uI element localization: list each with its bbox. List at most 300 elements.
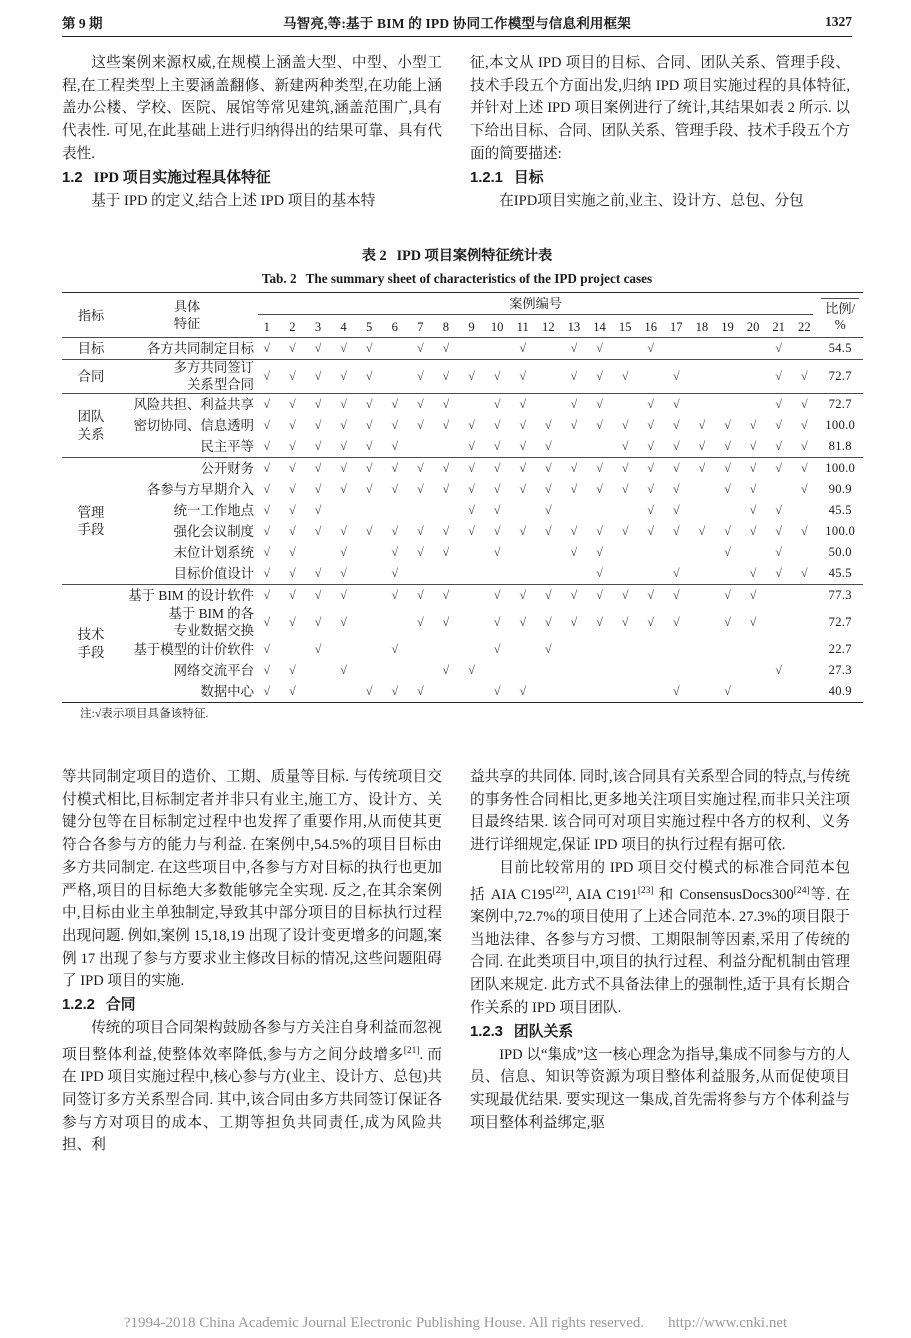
check-cell: √ xyxy=(724,545,731,559)
check-cell: √ xyxy=(724,482,731,496)
standard-contract-text-d: 等. 在案例中,72.7%的项目使用了上述合同范本. 27.3%的项目限于当地法律、各参与方习惯、工期限制等因素,采用了传统的合同. 在此类项目中,项目的执行过程、利益分配机制由管理团队来规定. 此方式不具备法律上的强制性,适于具有长期合作关系的 IPD 项目团队. xyxy=(470,886,850,1016)
check-cell xyxy=(612,394,638,416)
case-number-header: 16 xyxy=(644,319,657,334)
check-cell: √ xyxy=(545,439,552,453)
ratio-cell: 77.3 xyxy=(828,588,852,602)
check-cell: √ xyxy=(724,524,731,538)
check-cell xyxy=(356,585,382,607)
check-cell xyxy=(612,500,638,521)
header-case-number: 案例编号 xyxy=(254,293,817,318)
table-row xyxy=(62,542,863,563)
check-cell: √ xyxy=(442,588,450,602)
header-feature: 具体 特征 xyxy=(173,299,201,331)
check-cell: √ xyxy=(545,482,552,496)
case-number-header: 12 xyxy=(542,319,555,334)
check-cell xyxy=(459,606,485,639)
check-cell xyxy=(536,360,562,394)
standard-contract-text-b: , AIA C191 xyxy=(568,886,638,903)
check-cell xyxy=(612,660,638,681)
check-cell: √ xyxy=(570,341,578,355)
check-cell: √ xyxy=(289,369,296,383)
ratio-cell: 22.7 xyxy=(828,642,852,656)
check-cell: √ xyxy=(621,482,629,496)
feature-cell: 统一工作地点 xyxy=(173,502,254,518)
check-cell: √ xyxy=(801,482,808,496)
check-cell: √ xyxy=(417,482,424,496)
check-cell: √ xyxy=(621,615,629,629)
check-cell xyxy=(408,500,434,521)
check-cell: √ xyxy=(417,397,424,411)
feature-cell: 多方共同签订 关系型合同 xyxy=(173,360,254,392)
check-cell: √ xyxy=(724,439,731,453)
check-cell: √ xyxy=(493,524,501,538)
check-cell: √ xyxy=(340,341,347,355)
feature-cell: 各参与方早期介入 xyxy=(146,481,254,497)
check-cell: √ xyxy=(493,615,501,629)
check-cell xyxy=(382,500,408,521)
check-cell xyxy=(791,606,817,639)
check-cell xyxy=(638,360,664,394)
table-caption-en-label: Tab. 2 xyxy=(261,271,297,286)
page-number: 1327 xyxy=(825,14,852,29)
check-cell xyxy=(689,660,715,681)
table-row xyxy=(62,415,863,436)
check-cell: √ xyxy=(749,439,757,453)
check-cell: √ xyxy=(724,615,731,629)
check-cell: √ xyxy=(519,369,527,383)
case-number-header: 18 xyxy=(695,319,709,334)
check-cell: √ xyxy=(391,545,399,559)
check-cell xyxy=(331,639,357,660)
check-cell: √ xyxy=(673,369,680,383)
check-cell: √ xyxy=(775,545,782,559)
check-cell: √ xyxy=(596,524,603,538)
characteristics-table xyxy=(62,292,863,703)
paragraph-ipd-definition: 基于 IPD 的定义,结合上述 IPD 项目的基本特 xyxy=(91,192,376,209)
check-cell xyxy=(689,681,715,702)
table-row xyxy=(62,660,863,681)
check-cell: √ xyxy=(570,524,578,538)
case-number-header: 10 xyxy=(490,319,504,334)
contract-text-a: 传统的项目合同架构鼓励各参与方关注自身利益而忽视项目整体利益,使整体效率降低,参与方之间分歧增多 xyxy=(62,1020,442,1063)
check-cell xyxy=(536,542,562,563)
check-cell: √ xyxy=(442,524,450,538)
check-cell xyxy=(459,681,485,702)
check-cell xyxy=(689,563,715,585)
check-cell xyxy=(715,338,741,360)
feature-cell: 各方共同制定目标 xyxy=(146,340,254,356)
check-cell: √ xyxy=(519,524,527,538)
check-cell: √ xyxy=(673,566,680,580)
check-cell: √ xyxy=(621,524,629,538)
check-cell: √ xyxy=(749,615,757,629)
check-cell xyxy=(382,606,408,639)
check-cell: √ xyxy=(289,418,296,432)
check-cell: √ xyxy=(596,397,603,411)
check-cell: √ xyxy=(673,482,680,496)
check-cell: √ xyxy=(314,418,322,432)
ratio-cell: 45.5 xyxy=(828,566,852,580)
paragraph-team-relations: IPD 以“集成”这一核心理念为指导,集成不同参与方的人员、信息、知识等资源为项目整体利益服务,从而促使项目实现最优结果. 要实现这一集成,首先需将参与方个体利益与项目整体利益绑定,驱 xyxy=(470,1046,850,1131)
check-cell: √ xyxy=(417,684,424,698)
check-cell xyxy=(689,500,715,521)
check-cell: √ xyxy=(442,482,450,496)
check-cell: √ xyxy=(263,588,271,602)
check-cell: √ xyxy=(775,461,782,475)
check-cell xyxy=(664,639,690,660)
ratio-cell: 100.0 xyxy=(825,461,856,475)
check-cell xyxy=(689,606,715,639)
ratio-cell: 100.0 xyxy=(825,418,856,432)
check-cell: √ xyxy=(673,588,680,602)
case-number-header: 3 xyxy=(314,319,322,334)
check-cell: √ xyxy=(570,461,578,475)
check-cell: √ xyxy=(442,615,450,629)
table-row xyxy=(62,436,863,458)
citation-22: [22] xyxy=(552,885,569,896)
check-cell: √ xyxy=(698,439,706,453)
check-cell: √ xyxy=(493,369,501,383)
check-cell: √ xyxy=(570,397,578,411)
check-cell: √ xyxy=(724,684,731,698)
check-cell: √ xyxy=(289,461,296,475)
check-cell xyxy=(791,500,817,521)
check-cell xyxy=(791,542,817,563)
citation-23: [23] xyxy=(637,885,654,896)
check-cell xyxy=(433,639,459,660)
check-cell xyxy=(408,563,434,585)
check-cell: √ xyxy=(263,461,271,475)
check-cell xyxy=(408,436,434,458)
check-cell: √ xyxy=(749,418,757,432)
check-cell: √ xyxy=(570,588,578,602)
check-cell xyxy=(612,681,638,702)
check-cell: √ xyxy=(289,684,296,698)
ratio-cell: 54.5 xyxy=(828,341,852,355)
case-number-header: 15 xyxy=(618,319,632,334)
case-number-header: 17 xyxy=(670,319,683,334)
check-cell: √ xyxy=(570,615,578,629)
check-cell: √ xyxy=(647,341,654,355)
check-cell xyxy=(536,394,562,416)
running-head xyxy=(62,10,852,34)
check-cell: √ xyxy=(263,341,271,355)
check-cell xyxy=(664,338,690,360)
check-cell: √ xyxy=(314,588,322,602)
check-cell: √ xyxy=(289,503,296,517)
check-cell xyxy=(561,563,587,585)
check-cell: √ xyxy=(289,524,296,538)
check-cell xyxy=(612,338,638,360)
check-cell xyxy=(766,639,792,660)
check-cell: √ xyxy=(391,684,399,698)
check-cell: √ xyxy=(545,588,552,602)
contract-text-b: . 而在 IPD 项目实施过程中,核心参与方(业主、设计方、总包)共同签订多方关系型合同. 其中,该合同由多方共同签订保证各参与方对项目的成本、工期等担负共同责任,成为风险共担、利 xyxy=(62,1046,442,1154)
check-cell xyxy=(740,660,766,681)
check-cell: √ xyxy=(263,524,271,538)
check-cell xyxy=(766,479,792,500)
ratio-cell: 81.8 xyxy=(828,439,852,453)
check-cell: √ xyxy=(570,418,578,432)
ratio-cell: 72.7 xyxy=(828,369,852,383)
issue-label: 第 9 期 xyxy=(62,16,103,31)
check-cell: √ xyxy=(468,482,475,496)
check-cell: √ xyxy=(340,418,347,432)
check-cell: √ xyxy=(314,482,322,496)
check-cell: √ xyxy=(468,369,475,383)
case-number-header: 4 xyxy=(340,319,347,334)
heading-1-2-2-text: 合同 xyxy=(105,997,136,1014)
check-cell xyxy=(484,338,510,360)
check-cell: √ xyxy=(775,524,782,538)
check-cell xyxy=(305,681,331,702)
check-cell xyxy=(715,660,741,681)
check-cell xyxy=(305,542,331,563)
check-cell: √ xyxy=(775,341,782,355)
check-cell: √ xyxy=(698,524,706,538)
table-row xyxy=(62,606,863,639)
check-cell: √ xyxy=(493,503,501,517)
check-cell: √ xyxy=(365,418,373,432)
paragraph-relational-contract: 益共享的共同体. 同时,该合同具有关系型合同的特点,与传统的事务性合同相比,更多地关注项目实施过程,而非只关注项目最终结果. 该合同可对项目实施过程中各方的权利、义务进行详细规定,保证 IPD 项目的执行过程有据可依. xyxy=(470,769,850,854)
check-cell: √ xyxy=(417,588,424,602)
check-cell: √ xyxy=(493,397,501,411)
check-cell: √ xyxy=(673,397,680,411)
check-cell xyxy=(561,639,587,660)
indicator-cell: 目标 xyxy=(77,340,105,356)
check-cell: √ xyxy=(263,369,271,383)
feature-cell: 基于 BIM 的设计软件 xyxy=(128,587,254,603)
check-cell: √ xyxy=(391,566,399,580)
ratio-cell: 45.5 xyxy=(828,503,852,517)
feature-cell: 数据中心 xyxy=(200,683,254,699)
check-cell xyxy=(459,563,485,585)
check-cell: √ xyxy=(519,397,527,411)
table-row xyxy=(62,563,863,585)
check-cell xyxy=(484,660,510,681)
check-cell: √ xyxy=(621,369,629,383)
ratio-cell: 100.0 xyxy=(825,524,856,538)
table-caption-cn xyxy=(62,246,852,266)
case-number-header: 8 xyxy=(442,319,450,334)
check-cell: √ xyxy=(289,341,296,355)
check-cell: √ xyxy=(801,461,808,475)
check-cell xyxy=(638,660,664,681)
cnki-footer xyxy=(0,1315,911,1332)
check-cell: √ xyxy=(468,439,475,453)
check-cell: √ xyxy=(545,615,552,629)
check-cell xyxy=(587,500,613,521)
check-cell xyxy=(664,542,690,563)
case-number-header: 9 xyxy=(468,319,475,334)
check-cell xyxy=(740,394,766,416)
feature-cell: 公开财务 xyxy=(200,460,254,476)
check-cell xyxy=(791,338,817,360)
check-cell xyxy=(587,681,613,702)
column-top-left xyxy=(62,52,442,212)
check-cell xyxy=(791,585,817,607)
check-cell xyxy=(510,660,536,681)
ratio-cell: 72.7 xyxy=(828,397,852,411)
check-cell: √ xyxy=(801,397,808,411)
feature-cell: 目标价值设计 xyxy=(173,565,254,581)
paragraph-standard-contracts xyxy=(470,857,850,1020)
check-cell: √ xyxy=(468,461,475,475)
check-cell: √ xyxy=(621,588,629,602)
check-cell: √ xyxy=(801,566,808,580)
check-cell: √ xyxy=(289,439,296,453)
check-cell xyxy=(382,338,408,360)
check-cell: √ xyxy=(493,418,501,432)
check-cell xyxy=(740,681,766,702)
case-number-header: 20 xyxy=(746,319,760,334)
check-cell: √ xyxy=(391,524,399,538)
check-cell xyxy=(766,681,792,702)
check-cell: √ xyxy=(391,642,399,656)
check-cell: √ xyxy=(673,461,680,475)
check-cell: √ xyxy=(647,418,654,432)
check-cell: √ xyxy=(314,524,322,538)
check-cell: √ xyxy=(289,663,296,677)
check-cell xyxy=(305,660,331,681)
check-cell: √ xyxy=(468,503,475,517)
check-cell: √ xyxy=(365,482,373,496)
citation-24: [24] xyxy=(793,885,810,896)
check-cell: √ xyxy=(468,524,475,538)
case-number-header: 19 xyxy=(721,319,734,334)
check-cell: √ xyxy=(749,588,757,602)
table-header-row-1 xyxy=(62,293,863,318)
check-cell xyxy=(433,500,459,521)
heading-1-2-number: 1.2 xyxy=(62,169,83,186)
check-cell xyxy=(791,639,817,660)
check-cell xyxy=(382,360,408,394)
check-cell xyxy=(715,394,741,416)
check-cell xyxy=(459,542,485,563)
feature-cell: 风险共担、利益共享 xyxy=(133,396,254,412)
check-cell: √ xyxy=(493,545,501,559)
check-cell: √ xyxy=(749,503,757,517)
cnki-url: http://www.cnki.net xyxy=(668,1315,788,1331)
case-number-header: 11 xyxy=(516,319,529,334)
case-number-header: 1 xyxy=(263,319,270,334)
paragraph-goal-detail: 等共同制定项目的造价、工期、质量等目标. 与传统项目交付模式相比,目标制定者并非只有业主,施工方、设计方、关键分包等在目标制定过程中也发挥了重要作用,从而使其更符合各参与方的能力与利益. 在案例中,54.5%的项目目标由多方共同制定. 在这些项目中,各参与方对目标的执行也更加严格,项目的目标绝大多数能够完全实现. 反之,在其余案例中,目标由业主单独制定,导致其中部分项目的目标执行过程出现问题. 例如,案例 15,18,19 出现了设计变更增多的问题,案例 17 出现了参与方要求业主修改目标的情况,这些问题阻碍了 IPD 项目的实施. xyxy=(62,769,442,990)
check-cell: √ xyxy=(647,588,654,602)
check-cell: √ xyxy=(647,439,654,453)
check-cell: √ xyxy=(417,545,424,559)
check-cell: √ xyxy=(775,566,782,580)
heading-1-2-2 xyxy=(62,993,442,1017)
table-note: 注:√表示项目具备该特征. xyxy=(80,707,209,720)
check-cell: √ xyxy=(493,439,501,453)
check-cell xyxy=(791,681,817,702)
heading-1-2-1-number: 1.2.1 xyxy=(470,169,503,186)
check-cell xyxy=(459,338,485,360)
check-cell: √ xyxy=(289,588,296,602)
check-cell: √ xyxy=(596,482,603,496)
check-cell xyxy=(715,563,741,585)
heading-1-2 xyxy=(62,166,442,190)
check-cell xyxy=(433,563,459,585)
check-cell xyxy=(740,639,766,660)
check-cell: √ xyxy=(263,684,271,698)
check-cell: √ xyxy=(673,615,680,629)
check-cell: √ xyxy=(340,369,347,383)
check-cell xyxy=(638,639,664,660)
check-cell: √ xyxy=(673,524,680,538)
check-cell: √ xyxy=(493,642,501,656)
table-row xyxy=(62,479,863,500)
check-cell: √ xyxy=(365,439,373,453)
check-cell: √ xyxy=(314,439,322,453)
check-cell: √ xyxy=(545,524,552,538)
column-bottom-right xyxy=(470,766,850,1134)
check-cell: √ xyxy=(442,369,450,383)
copyright-text: ?1994-2018 China Academic Journal Electronic Publishing House. All rights reserved. xyxy=(123,1315,645,1331)
check-cell xyxy=(638,681,664,702)
column-top-right xyxy=(470,52,850,212)
check-cell: √ xyxy=(621,461,629,475)
check-cell: √ xyxy=(673,439,680,453)
check-cell xyxy=(484,563,510,585)
check-cell: √ xyxy=(391,439,399,453)
table-caption-en xyxy=(62,269,852,288)
heading-1-2-1 xyxy=(470,166,850,190)
check-cell: √ xyxy=(775,503,782,517)
check-cell: √ xyxy=(545,461,552,475)
check-cell: √ xyxy=(570,482,578,496)
check-cell xyxy=(587,639,613,660)
check-cell: √ xyxy=(340,545,347,559)
check-cell: √ xyxy=(519,482,527,496)
check-cell xyxy=(510,563,536,585)
check-cell xyxy=(715,639,741,660)
check-cell: √ xyxy=(263,545,271,559)
check-cell: √ xyxy=(801,524,808,538)
table-row xyxy=(62,360,863,394)
check-cell: √ xyxy=(801,418,808,432)
check-cell xyxy=(510,500,536,521)
check-cell: √ xyxy=(724,418,731,432)
check-cell: √ xyxy=(442,341,450,355)
check-cell xyxy=(638,563,664,585)
check-cell: √ xyxy=(493,588,501,602)
check-cell: √ xyxy=(340,524,347,538)
check-cell: √ xyxy=(442,461,450,475)
check-cell xyxy=(433,436,459,458)
table-caption-en-text: The summary sheet of characteristics of the IPD project cases xyxy=(305,271,653,286)
check-cell: √ xyxy=(775,369,782,383)
standard-contract-text-c: 和 ConsensusDocs300 xyxy=(653,886,794,903)
feature-cell: 强化会议制度 xyxy=(173,523,254,539)
check-cell: √ xyxy=(775,439,782,453)
table-row xyxy=(62,458,863,480)
check-cell: √ xyxy=(596,341,603,355)
check-cell: √ xyxy=(621,439,629,453)
check-cell xyxy=(766,585,792,607)
check-cell xyxy=(689,338,715,360)
table-caption-cn-label: 表 2 xyxy=(361,248,387,264)
check-cell xyxy=(612,542,638,563)
article-running-title: 马智亮,等:基于 BIM 的 IPD 协同工作模型与信息利用框架 xyxy=(282,16,632,31)
check-cell: √ xyxy=(340,588,347,602)
table-row xyxy=(62,338,863,360)
check-cell: √ xyxy=(340,461,347,475)
check-cell: √ xyxy=(596,369,603,383)
case-number-header: 14 xyxy=(593,319,606,334)
check-cell: √ xyxy=(365,684,373,698)
check-cell: √ xyxy=(647,482,654,496)
